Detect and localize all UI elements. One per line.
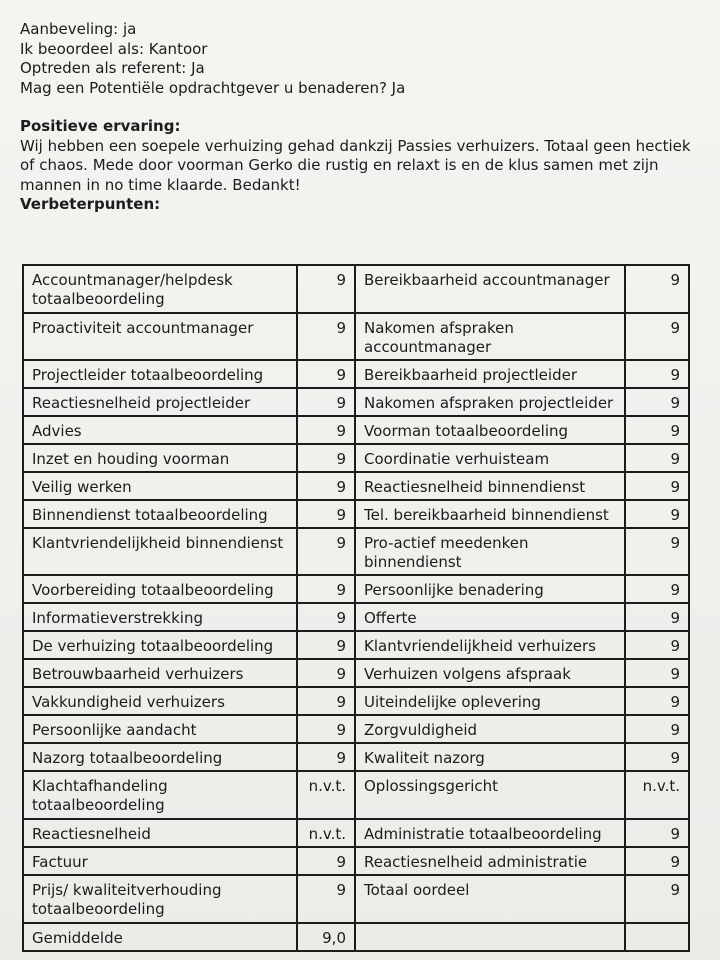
table-row (23, 472, 689, 500)
table-row (23, 715, 689, 743)
criterion-left-cell: Prijs/ kwaliteitverhouding totaalbeoordeling (23, 875, 297, 923)
table-row (23, 500, 689, 528)
table-row (23, 771, 689, 819)
score-right-cell: 9 (625, 575, 689, 603)
criterion-right-cell: Reactiesnelheid administratie (355, 847, 625, 875)
table-row (23, 388, 689, 416)
criterion-right-cell: Tel. bereikbaarheid binnendienst (355, 500, 625, 528)
score-left-cell: 9 (297, 416, 355, 444)
score-right-cell: 9 (625, 659, 689, 687)
score-left-cell: 9 (297, 631, 355, 659)
positive-experience-text: Wij hebben een soepele verhuizing gehad dankzij Passies verhuizers. Totaal geen hectiek of chaos. Mede door voorman Gerko die rustig en relaxt is en de klus samen met zijn mannen in no time klaarde. Bedankt! (20, 136, 691, 194)
score-right-cell: 9 (625, 847, 689, 875)
criterion-right-cell: Nakomen afspraken projectleider (355, 388, 625, 416)
score-left-cell: 9 (297, 500, 355, 528)
criterion-left-cell: De verhuizing totaalbeoordeling (23, 631, 297, 659)
score-right-cell: 9 (625, 416, 689, 444)
score-left-cell: 9 (297, 313, 355, 360)
criterion-right-cell: Coordinatie verhuisteam (355, 444, 625, 472)
score-left-cell: 9 (297, 444, 355, 472)
table-row (23, 847, 689, 875)
score-left-cell: 9 (297, 847, 355, 875)
table-row (23, 360, 689, 388)
table-row (23, 687, 689, 715)
score-left-cell: 9 (297, 265, 355, 313)
criterion-left-cell: Advies (23, 416, 297, 444)
score-left-cell: 9 (297, 715, 355, 743)
score-right-cell: 9 (625, 875, 689, 923)
score-right-cell: 9 (625, 743, 689, 771)
score-right-cell: 9 (625, 388, 689, 416)
criterion-right-cell: Zorgvuldigheid (355, 715, 625, 743)
criterion-left-cell: Nazorg totaalbeoordeling (23, 743, 297, 771)
score-right-cell: 9 (625, 528, 689, 575)
table-row (23, 819, 689, 847)
score-right-cell: n.v.t. (625, 771, 689, 819)
contact-permission-line: Mag een Potentiële opdrachtgever u benaderen? Ja (20, 78, 406, 97)
criterion-right-cell: Verhuizen volgens afspraak (355, 659, 625, 687)
criterion-right-cell: Voorman totaalbeoordeling (355, 416, 625, 444)
table-row (23, 743, 689, 771)
criterion-left-cell: Accountmanager/helpdesk totaalbeoordeling (23, 265, 297, 313)
table-row (23, 444, 689, 472)
score-right-cell: 9 (625, 472, 689, 500)
score-left-cell: 9 (297, 528, 355, 575)
table-row (23, 528, 689, 575)
positive-experience-heading: Positieve ervaring: (20, 117, 181, 135)
criterion-left-cell: Vakkundigheid verhuizers (23, 687, 297, 715)
score-right-cell: 9 (625, 819, 689, 847)
score-right-cell: 9 (625, 313, 689, 360)
score-right-cell: 9 (625, 631, 689, 659)
score-right-cell: 9 (625, 444, 689, 472)
criterion-right-cell: Offerte (355, 603, 625, 631)
score-left-cell: 9 (297, 687, 355, 715)
criterion-left-cell: Reactiesnelheid (23, 819, 297, 847)
criterion-left-cell: Reactiesnelheid projectleider (23, 388, 297, 416)
score-left-cell: 9,0 (297, 923, 355, 951)
criterion-left-cell: Persoonlijke aandacht (23, 715, 297, 743)
criterion-left-cell: Voorbereiding totaalbeoordeling (23, 575, 297, 603)
rated-as-line: Ik beoordeel als: Kantoor (20, 39, 208, 58)
table-row (23, 923, 689, 951)
criterion-right-cell: Persoonlijke benadering (355, 575, 625, 603)
criterion-right-cell: Oplossingsgericht (355, 771, 625, 819)
table-row (23, 575, 689, 603)
score-right-cell: 9 (625, 603, 689, 631)
criterion-right-cell: Pro-actief meedenken binnendienst (355, 528, 625, 575)
criterion-left-cell: Binnendienst totaalbeoordeling (23, 500, 297, 528)
criterion-left-cell: Veilig werken (23, 472, 297, 500)
referent-line: Optreden als referent: Ja (20, 59, 205, 77)
criterion-left-cell: Klachtafhandeling totaalbeoordeling (23, 771, 297, 819)
ratings-table (22, 264, 690, 952)
improvements-heading: Verbeterpunten: (20, 195, 161, 213)
table-row (23, 313, 689, 360)
criterion-left-cell: Informatieverstrekking (23, 603, 297, 631)
table-row (23, 631, 689, 659)
criterion-left-cell: Inzet en houding voorman (23, 444, 297, 472)
score-left-cell: 9 (297, 575, 355, 603)
criterion-right-cell (355, 923, 625, 951)
table-row (23, 659, 689, 687)
criterion-left-cell: Gemiddelde (23, 923, 297, 951)
score-left-cell: 9 (297, 360, 355, 388)
criterion-right-cell: Bereikbaarheid projectleider (355, 360, 625, 388)
ratings-table-wrapper (22, 264, 688, 952)
score-left-cell: 9 (297, 603, 355, 631)
criterion-left-cell: Proactiviteit accountmanager (23, 313, 297, 360)
criterion-right-cell: Bereikbaarheid accountmanager (355, 265, 625, 313)
recommendation-line: Aanbeveling: ja (20, 20, 137, 38)
criterion-right-cell: Totaal oordeel (355, 875, 625, 923)
criterion-right-cell: Nakomen afspraken accountmanager (355, 313, 625, 360)
review-meta (20, 20, 405, 98)
criterion-right-cell: Reactiesnelheid binnendienst (355, 472, 625, 500)
criterion-right-cell: Administratie totaalbeoordeling (355, 819, 625, 847)
score-right-cell: 9 (625, 687, 689, 715)
criterion-left-cell: Factuur (23, 847, 297, 875)
criterion-right-cell: Kwaliteit nazorg (355, 743, 625, 771)
criterion-left-cell: Betrouwbaarheid verhuizers (23, 659, 297, 687)
score-left-cell: n.v.t. (297, 819, 355, 847)
score-left-cell: n.v.t. (297, 771, 355, 819)
table-row (23, 603, 689, 631)
score-left-cell: 9 (297, 743, 355, 771)
score-right-cell: 9 (625, 715, 689, 743)
table-row (23, 416, 689, 444)
score-right-cell: 9 (625, 500, 689, 528)
score-left-cell: 9 (297, 472, 355, 500)
table-row (23, 875, 689, 923)
positive-experience-section (20, 117, 700, 215)
score-left-cell: 9 (297, 388, 355, 416)
score-right-cell (625, 923, 689, 951)
score-right-cell: 9 (625, 360, 689, 388)
score-right-cell: 9 (625, 265, 689, 313)
score-left-cell: 9 (297, 875, 355, 923)
score-left-cell: 9 (297, 659, 355, 687)
criterion-left-cell: Projectleider totaalbeoordeling (23, 360, 297, 388)
table-row (23, 265, 689, 313)
criterion-right-cell: Klantvriendelijkheid verhuizers (355, 631, 625, 659)
criterion-left-cell: Klantvriendelijkheid binnendienst (23, 528, 297, 575)
criterion-right-cell: Uiteindelijke oplevering (355, 687, 625, 715)
